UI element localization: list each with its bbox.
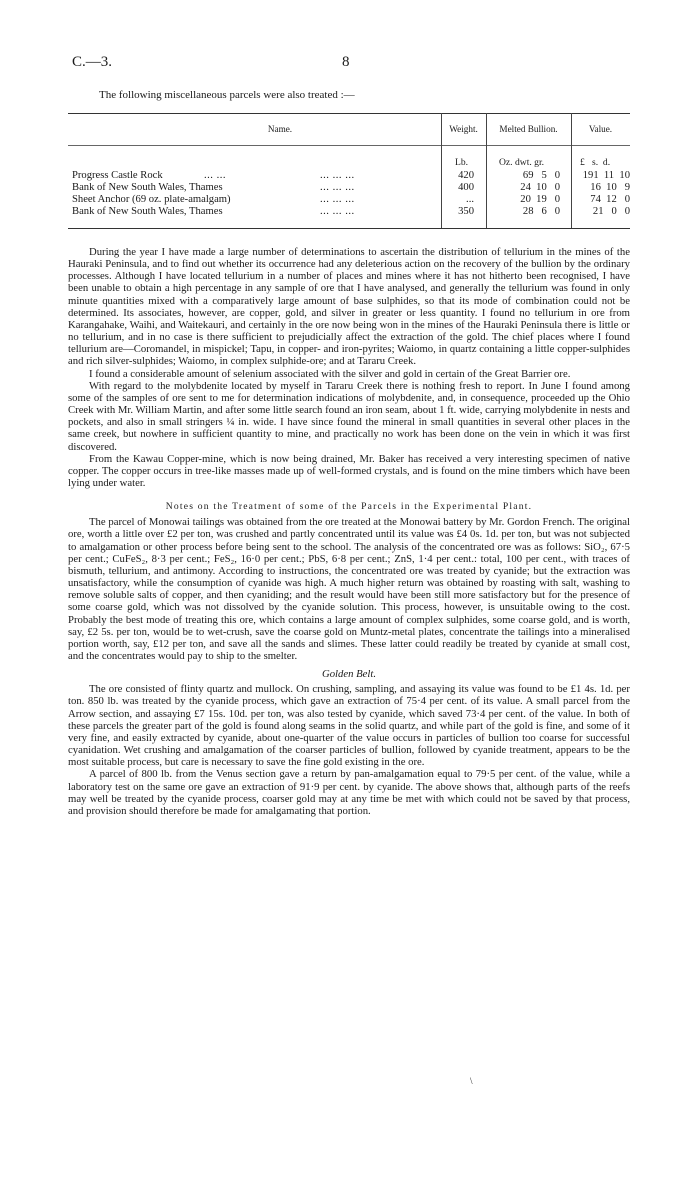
row-weight: 420 — [458, 170, 474, 181]
paragraph-kawau: From the Kawau Copper-mine, which is now being drained, Mr. Baker has received a very interesting specimen of native copper. The copper occurs in tree-like masses made up of well-formed crystals, and is found on the mine timbers which have been lying under water. — [68, 452, 630, 489]
unit-value: £ s. d. — [580, 157, 611, 168]
leader-dots: ... ... ... — [320, 194, 355, 205]
section-heading: Notes on the Treatment of some of the Parcels in the Experimental Plant. — [165, 501, 533, 513]
row-name: Bank of New South Wales, Thames — [72, 206, 223, 217]
table-header-rule — [68, 145, 630, 146]
table-row — [72, 182, 630, 194]
row-weight: ... — [466, 194, 474, 205]
row-name: Progress Castle Rock — [72, 170, 163, 181]
table-intro: The following miscellaneous parcels were also treated :— — [99, 89, 355, 101]
paragraph-venus: A parcel of 800 lb. from the Venus section gave a return by pan-amalgamation equal to 79·5 per cent. of the value, while a laboratory test on the same ore gave an extraction of 91·9 per cent. by cyanide. The above shows that, although parts of the reefs may well be treated by the cyanide process, coarser gold may at any time be met with which could not be saved by that process, and provision should therefore be made for amalgamating that portion. — [68, 768, 630, 817]
paragraph-golden-belt: The ore consisted of flinty quartz and mullock. On crushing, sampling, and assaying its value was found to be £1 4s. 1d. per ton. 850 lb. was treated by the cyanide process, which gave an extraction of 75·4 per cent. of its value. A small parcel from the Arrow section, and assaying £7 15s. 10d. per ton, was also tested by cyanide, which saved 73·4 per cent. of the value. In both of these parcels the greater part of the gold is found along seams in the solid quartz, and while part of the gold is fine, and some of it very fine, and easily extracted by cyanide, about one-quarter of the value occurs in particles of bullion too coarse for successful cyanidation. Wet crushing and amalgamation of the coarser particles of bullion, followed by cyanide treatment, appears to be the most suitable process, but care is necessary to save the fine gold existing in the ore. — [68, 683, 630, 769]
row-name: Bank of New South Wales, Thames — [72, 182, 223, 193]
table-row — [72, 206, 630, 218]
leader-dots: ... ... — [204, 170, 227, 181]
paragraph-selenium: I found a considerable amount of selenium associated with the silver and gold in certain of the Great Barrier ore. — [89, 367, 571, 380]
row-name: Sheet Anchor (69 oz. plate-amalgam) — [72, 194, 231, 205]
document-reference: C.—3. — [72, 54, 113, 70]
leader-dots: ... ... ... — [320, 206, 355, 217]
row-value: 191 11 10 — [582, 170, 630, 181]
column-header-name: Name. — [267, 124, 293, 134]
paragraph-monowai: The parcel of Monowai tailings was obtained from the ore treated at the Monowai battery by Mr. Gordon French. The original ore, worth a little over £2 per ton, was crushed and partly concentrated until its value was £4 0s. 1d. per ton, but was not subjected to amalgamation or other process before being sent to the school. The analysis of the concentrated ore was as follows: SiO₂, 67·5 per cent.; CuFeS₂, 8·3 per cent.; FeS₂, 16·0 per cent.; PbS, 6·8 per cent.; ZnS, 1·4 per cent.: total, 100 per cent., with traces of bismuth, tellurium, and antimony. According to instructions, the concentrated ore was treated by cyanide; but the extraction was unsatisfactory, while the consumption of cyanide was high. A much higher return was obtained by roasting with salt, washing to remove soluble salts of copper, and then cyaniding; and the result would have been still more satisfactory but for the presence of some coarse gold, which was not dissolved by the cyanide solution. This process, however, is unsuitable owing to the cost. Probably the best mode of treating this ore, which contains a large amount of complex sulphides, some coarse gold, and is worth, say, £2 5s. per ton, would be to wet-crush, save the coarse gold on Muntz-metal plates, concentrate the tailings into a mineralised portion worth, say, £12 per ton, and save all the sands and slimes. These latter could readily be treated by cyanide at small cost, and the concentrates would pay to ship to the smelter. — [68, 516, 630, 662]
row-bullion: 20 19 0 — [520, 194, 560, 205]
paragraph-molybdenite: With regard to the molybdenite located by myself in Tararu Creek there is nothing fresh to report. In June I found among some of the samples of ore sent to me for determination indications of molybdenite, and, in consequence, proceeded up the Ohio Creek with Mr. William Martin, and after some little search found an iron seam, about 1 ft. wide, carrying molybdenite in nests and pockets, and also in small stringers ¼ in. wide. I have since found the mineral in small quantities in several other places in the same creek, but nowhere in sufficient quantity to mine, and practically no work has been done on the vein in which it was first discovered. — [68, 379, 630, 453]
row-bullion: 69 5 0 — [522, 170, 560, 181]
table-row — [72, 170, 630, 182]
row-value: 74 12 0 — [590, 194, 630, 205]
leader-dots: ... ... ... — [320, 170, 355, 181]
column-header-value: Value. — [588, 124, 613, 134]
row-bullion: 24 10 0 — [520, 182, 560, 193]
row-weight: 400 — [458, 182, 474, 193]
paragraph-tellurium: During the year I have made a large number of determinations to ascertain the distribution of tellurium in the mines of the Hauraki Peninsula, and to find out whether its occurrence had any deleterious action on the recovery of the bullion by the ordinary processes. Although I have located tellurium in a number of places and mines where it has not hitherto been recognised, I have been unable to obtain a high percentage in any sample of ore that I have analysed, and generally the tellurium was found in only minute quantities mixed with a comparatively large amount of base sulphides, so that its mode of combination could not be determined. Its associates, however, are copper, gold, and silver in greater or less quantity. I found no tellurium in ore from Karangahake, Waihi, and Waitekauri, and certainly in the ore now being won in the mines of the Hauraki Peninsula there is little or no tellurium, and in no case is there sufficient to prejudicially affect the extraction of the gold. The chief places where I found tellurium are—Coromandel, in mispickel; Tapu, in copper- and iron-pyrites; Waiomo, in quartz containing a little copper-sulphides and rich silver-sulphides; Waiomo, in complex sulphide-ore; and at Tararu Creek. — [68, 246, 630, 368]
row-value: 21 0 0 — [592, 206, 630, 217]
subheading-golden-belt: Golden Belt. — [321, 668, 377, 681]
table-row — [72, 194, 630, 206]
unit-weight: Lb. — [455, 157, 469, 168]
unit-bullion: Oz. dwt. gr. — [499, 157, 545, 168]
column-header-weight: Weight. — [449, 124, 478, 134]
table-bottom-rule — [68, 228, 630, 229]
table-top-rule — [68, 113, 630, 114]
row-value: 16 10 9 — [590, 182, 630, 193]
body-text — [68, 246, 630, 817]
page-number: 8 — [342, 54, 350, 70]
stray-mark: \ — [470, 1076, 473, 1086]
row-weight: 350 — [458, 206, 474, 217]
leader-dots: ... ... ... — [320, 182, 355, 193]
column-header-bullion: Melted Bullion. — [499, 124, 558, 134]
row-bullion: 28 6 0 — [522, 206, 560, 217]
